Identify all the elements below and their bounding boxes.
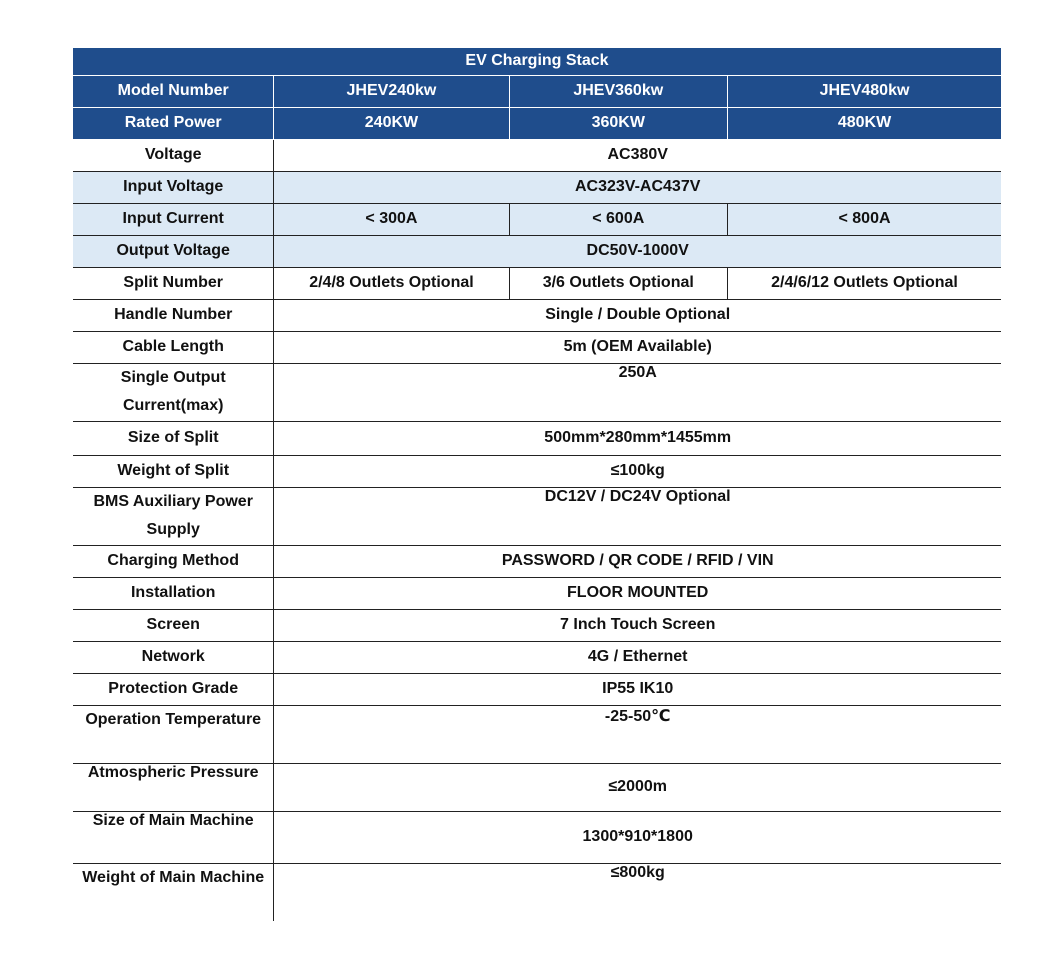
row-value: FLOOR MOUNTED bbox=[274, 577, 1001, 609]
table-row bbox=[73, 331, 1001, 363]
table-row bbox=[73, 235, 1001, 267]
table-row bbox=[73, 673, 1001, 705]
row-label: Charging Method bbox=[73, 545, 274, 577]
row-label: Protection Grade bbox=[73, 673, 274, 705]
spec-table bbox=[73, 48, 1001, 921]
row-label: Network bbox=[73, 641, 274, 673]
table-row bbox=[73, 267, 1001, 299]
row-value: ≤800kg bbox=[274, 863, 1001, 921]
table-row bbox=[73, 487, 1001, 545]
table-row bbox=[73, 641, 1001, 673]
row-value: IP55 IK10 bbox=[274, 673, 1001, 705]
table-row bbox=[73, 763, 1001, 811]
table-row bbox=[73, 863, 1001, 921]
row-value: DC12V / DC24V Optional bbox=[274, 487, 1001, 545]
row-label: Single Output Current(max) bbox=[73, 363, 274, 421]
row-label: Voltage bbox=[73, 139, 274, 171]
row-label: Handle Number bbox=[73, 299, 274, 331]
row-label: Model Number bbox=[73, 75, 274, 107]
row-value: AC323V-AC437V bbox=[274, 171, 1001, 203]
model-360: JHEV360kw bbox=[509, 75, 728, 107]
row-label: Installation bbox=[73, 577, 274, 609]
table-row bbox=[73, 455, 1001, 487]
row-label: Output Voltage bbox=[73, 235, 274, 267]
table-row bbox=[73, 811, 1001, 863]
row-label: BMS Auxiliary Power Supply bbox=[73, 487, 274, 545]
table-row bbox=[73, 609, 1001, 641]
row-value: Single / Double Optional bbox=[274, 299, 1001, 331]
row-value: 4G / Ethernet bbox=[274, 641, 1001, 673]
row-value: 2/4/8 Outlets Optional bbox=[274, 267, 509, 299]
row-value: 1300*910*1800 bbox=[274, 811, 1001, 863]
row-value: < 600A bbox=[509, 203, 728, 235]
row-label: Size of Main Machine bbox=[73, 811, 274, 863]
row-value: ≤2000m bbox=[274, 763, 1001, 811]
table-row bbox=[73, 545, 1001, 577]
model-number-row bbox=[73, 75, 1001, 107]
row-value: 5m (OEM Available) bbox=[274, 331, 1001, 363]
row-value: 7 Inch Touch Screen bbox=[274, 609, 1001, 641]
power-480: 480KW bbox=[728, 107, 1001, 139]
row-value: < 800A bbox=[728, 203, 1001, 235]
row-value: 250A bbox=[274, 363, 1001, 421]
model-240: JHEV240kw bbox=[274, 75, 509, 107]
row-label: Operation Temperature bbox=[73, 705, 274, 763]
power-360: 360KW bbox=[509, 107, 728, 139]
row-value: 2/4/6/12 Outlets Optional bbox=[728, 267, 1001, 299]
row-label: Input Voltage bbox=[73, 171, 274, 203]
row-value: 3/6 Outlets Optional bbox=[509, 267, 728, 299]
table-title: EV Charging Stack bbox=[73, 48, 1001, 75]
table-row bbox=[73, 577, 1001, 609]
row-value: < 300A bbox=[274, 203, 509, 235]
row-value: AC380V bbox=[274, 139, 1001, 171]
table-row bbox=[73, 299, 1001, 331]
row-label: Atmospheric Pressure bbox=[73, 763, 274, 811]
table-row bbox=[73, 171, 1001, 203]
table-row bbox=[73, 139, 1001, 171]
row-label: Rated Power bbox=[73, 107, 274, 139]
row-label: Screen bbox=[73, 609, 274, 641]
row-value: ≤100kg bbox=[274, 455, 1001, 487]
row-value: PASSWORD / QR CODE / RFID / VIN bbox=[274, 545, 1001, 577]
rated-power-row bbox=[73, 107, 1001, 139]
model-480: JHEV480kw bbox=[728, 75, 1001, 107]
row-label: Weight of Split bbox=[73, 455, 274, 487]
row-label: Size of Split bbox=[73, 421, 274, 455]
title-row bbox=[73, 48, 1001, 75]
row-value: 500mm*280mm*1455mm bbox=[274, 421, 1001, 455]
row-label: Input Current bbox=[73, 203, 274, 235]
row-label: Weight of Main Machine bbox=[73, 863, 274, 921]
row-label: Split Number bbox=[73, 267, 274, 299]
table-row bbox=[73, 421, 1001, 455]
power-240: 240KW bbox=[274, 107, 509, 139]
row-value: -25-50℃ bbox=[274, 705, 1001, 763]
row-label: Cable Length bbox=[73, 331, 274, 363]
table-row bbox=[73, 203, 1001, 235]
table-row bbox=[73, 363, 1001, 421]
row-value: DC50V-1000V bbox=[274, 235, 1001, 267]
table-row bbox=[73, 705, 1001, 763]
